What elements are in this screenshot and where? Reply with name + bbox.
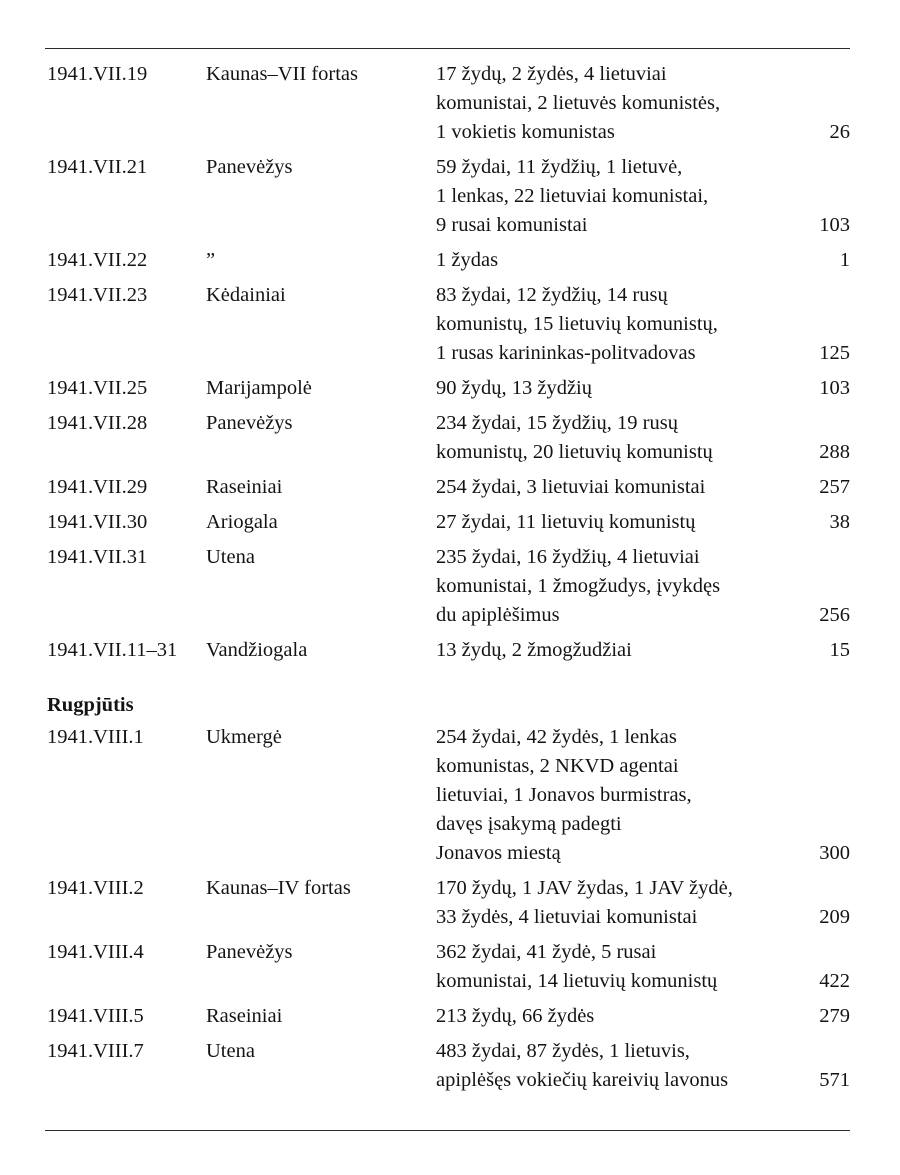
date-cell: 1941.VIII.7 bbox=[47, 1040, 144, 1062]
victims-line: 254 žydai, 3 lietuviai komunistai bbox=[436, 476, 706, 498]
date-cell: 1941.VII.30 bbox=[47, 511, 148, 533]
victims-cell bbox=[436, 723, 796, 868]
total-cell: 38 bbox=[829, 511, 850, 533]
victims-line: komunistai, 2 lietuvės komunistės, bbox=[436, 92, 721, 114]
victims-line: komunistas, 2 NKVD agentai bbox=[436, 755, 679, 777]
total-cell: 103 bbox=[819, 377, 850, 399]
table-row bbox=[0, 636, 900, 665]
total-cell: 288 bbox=[819, 441, 850, 463]
date-cell: 1941.VII.21 bbox=[47, 156, 148, 178]
place-cell: ” bbox=[206, 249, 216, 271]
victims-line: komunistų, 20 lietuvių komunistų bbox=[436, 441, 713, 463]
victims-line: davęs įsakymą padegti bbox=[436, 813, 622, 835]
total-cell: 571 bbox=[819, 1069, 850, 1091]
victims-cell bbox=[436, 153, 796, 240]
victims-line: 9 rusai komunistai bbox=[436, 214, 588, 236]
victims-line: 234 žydai, 15 žydžių, 19 rusų bbox=[436, 412, 678, 434]
table-row bbox=[0, 723, 900, 868]
place-cell: Kaunas–VII fortas bbox=[206, 63, 358, 85]
victims-cell bbox=[436, 374, 796, 403]
victims-line: 254 žydai, 42 žydės, 1 lenkas bbox=[436, 726, 677, 748]
date-cell: 1941.VII.29 bbox=[47, 476, 148, 498]
victims-cell bbox=[436, 1037, 796, 1095]
victims-line: 17 žydų, 2 žydės, 4 lietuviai bbox=[436, 63, 667, 85]
place-cell: Marijampolė bbox=[206, 377, 312, 399]
victims-line: 1 rusas karininkas-politvadovas bbox=[436, 342, 696, 364]
total-cell: 26 bbox=[829, 121, 850, 143]
victims-line: 33 žydės, 4 lietuviai komunistai bbox=[436, 906, 698, 928]
total-cell: 1 bbox=[839, 249, 850, 271]
victims-cell bbox=[436, 60, 796, 147]
execution-ledger-table bbox=[0, 60, 900, 1095]
table-row bbox=[0, 246, 900, 275]
place-cell: Kaunas–IV fortas bbox=[206, 877, 351, 899]
victims-cell bbox=[436, 473, 796, 502]
total-cell: 125 bbox=[819, 342, 850, 364]
date-cell: 1941.VII.28 bbox=[47, 412, 148, 434]
date-cell: 1941.VIII.4 bbox=[47, 941, 144, 963]
victims-line: komunistai, 14 lietuvių komunistų bbox=[436, 970, 718, 992]
victims-line: 1 lenkas, 22 lietuviai komunistai, bbox=[436, 185, 709, 207]
total-cell: 279 bbox=[819, 1005, 850, 1027]
victims-line: komunistai, 1 žmogžudys, įvykdęs bbox=[436, 575, 721, 597]
victims-line: apiplėšęs vokiečių kareivių lavonus bbox=[436, 1069, 729, 1091]
place-cell: Vandžiogala bbox=[206, 639, 308, 661]
date-cell: 1941.VIII.5 bbox=[47, 1005, 144, 1027]
date-cell: 1941.VII.31 bbox=[47, 546, 148, 568]
table-row bbox=[0, 473, 900, 502]
victims-line: 362 žydai, 41 žydė, 5 rusai bbox=[436, 941, 657, 963]
table-row bbox=[0, 938, 900, 996]
place-cell: Panevėžys bbox=[206, 156, 293, 178]
victims-cell bbox=[436, 508, 796, 537]
total-cell: 257 bbox=[819, 476, 850, 498]
table-row bbox=[0, 60, 900, 147]
table-row bbox=[0, 281, 900, 368]
table-row bbox=[0, 1037, 900, 1095]
table-row bbox=[0, 374, 900, 403]
total-cell: 422 bbox=[819, 970, 850, 992]
victims-line: 170 žydų, 1 JAV žydas, 1 JAV žydė, bbox=[436, 877, 733, 899]
victims-line: 213 žydų, 66 žydės bbox=[436, 1005, 595, 1027]
victims-line: 1 vokietis komunistas bbox=[436, 121, 615, 143]
august-section bbox=[0, 723, 900, 1095]
table-row bbox=[0, 508, 900, 537]
total-cell: 103 bbox=[819, 214, 850, 236]
victims-cell bbox=[436, 246, 796, 275]
total-cell: 256 bbox=[819, 604, 850, 626]
date-cell: 1941.VIII.2 bbox=[47, 877, 144, 899]
date-cell: 1941.VII.11–31 bbox=[47, 639, 178, 661]
place-cell: Raseiniai bbox=[206, 1005, 283, 1027]
victims-cell bbox=[436, 938, 796, 996]
table-row bbox=[0, 543, 900, 630]
victims-cell bbox=[436, 636, 796, 665]
victims-line: 483 žydai, 87 žydės, 1 lietuvis, bbox=[436, 1040, 690, 1062]
victims-cell bbox=[436, 543, 796, 630]
place-cell: Panevėžys bbox=[206, 941, 293, 963]
bottom-rule bbox=[45, 1130, 850, 1131]
date-cell: 1941.VII.25 bbox=[47, 377, 148, 399]
victims-line: 27 žydai, 11 lietuvių komunistų bbox=[436, 511, 696, 533]
total-cell: 209 bbox=[819, 906, 850, 928]
victims-line: komunistų, 15 lietuvių komunistų, bbox=[436, 313, 718, 335]
victims-cell bbox=[436, 281, 796, 368]
place-cell: Ariogala bbox=[206, 511, 278, 533]
table-row bbox=[0, 409, 900, 467]
place-cell: Panevėžys bbox=[206, 412, 293, 434]
place-cell: Ukmergė bbox=[206, 726, 282, 748]
place-cell: Utena bbox=[206, 1040, 255, 1062]
victims-line: 235 žydai, 16 žydžių, 4 lietuviai bbox=[436, 546, 700, 568]
table-row bbox=[0, 874, 900, 932]
date-cell: 1941.VIII.1 bbox=[47, 726, 144, 748]
victims-cell bbox=[436, 874, 796, 932]
top-rule bbox=[45, 48, 850, 49]
victims-line: 90 žydų, 13 žydžių bbox=[436, 377, 592, 399]
table-row bbox=[0, 1002, 900, 1031]
total-cell: 300 bbox=[819, 842, 850, 864]
victims-line: 59 žydai, 11 žydžių, 1 lietuvė, bbox=[436, 156, 683, 178]
victims-line: Jonavos miestą bbox=[436, 842, 561, 864]
date-cell: 1941.VII.19 bbox=[47, 63, 148, 85]
victims-line: 1 žydas bbox=[436, 249, 499, 271]
section-heading-august: Rugpjūtis bbox=[47, 694, 134, 716]
total-cell: 15 bbox=[829, 639, 850, 661]
date-cell: 1941.VII.22 bbox=[47, 249, 148, 271]
place-cell: Raseiniai bbox=[206, 476, 283, 498]
date-cell: 1941.VII.23 bbox=[47, 284, 148, 306]
victims-line: 83 žydai, 12 žydžių, 14 rusų bbox=[436, 284, 668, 306]
victims-line: 13 žydų, 2 žmogžudžiai bbox=[436, 639, 632, 661]
victims-cell bbox=[436, 1002, 796, 1031]
place-cell: Kėdainiai bbox=[206, 284, 286, 306]
victims-line: du apiplėšimus bbox=[436, 604, 560, 626]
victims-cell bbox=[436, 409, 796, 467]
july-section bbox=[0, 60, 900, 665]
place-cell: Utena bbox=[206, 546, 255, 568]
victims-line: lietuviai, 1 Jonavos burmistras, bbox=[436, 784, 692, 806]
table-row bbox=[0, 153, 900, 240]
